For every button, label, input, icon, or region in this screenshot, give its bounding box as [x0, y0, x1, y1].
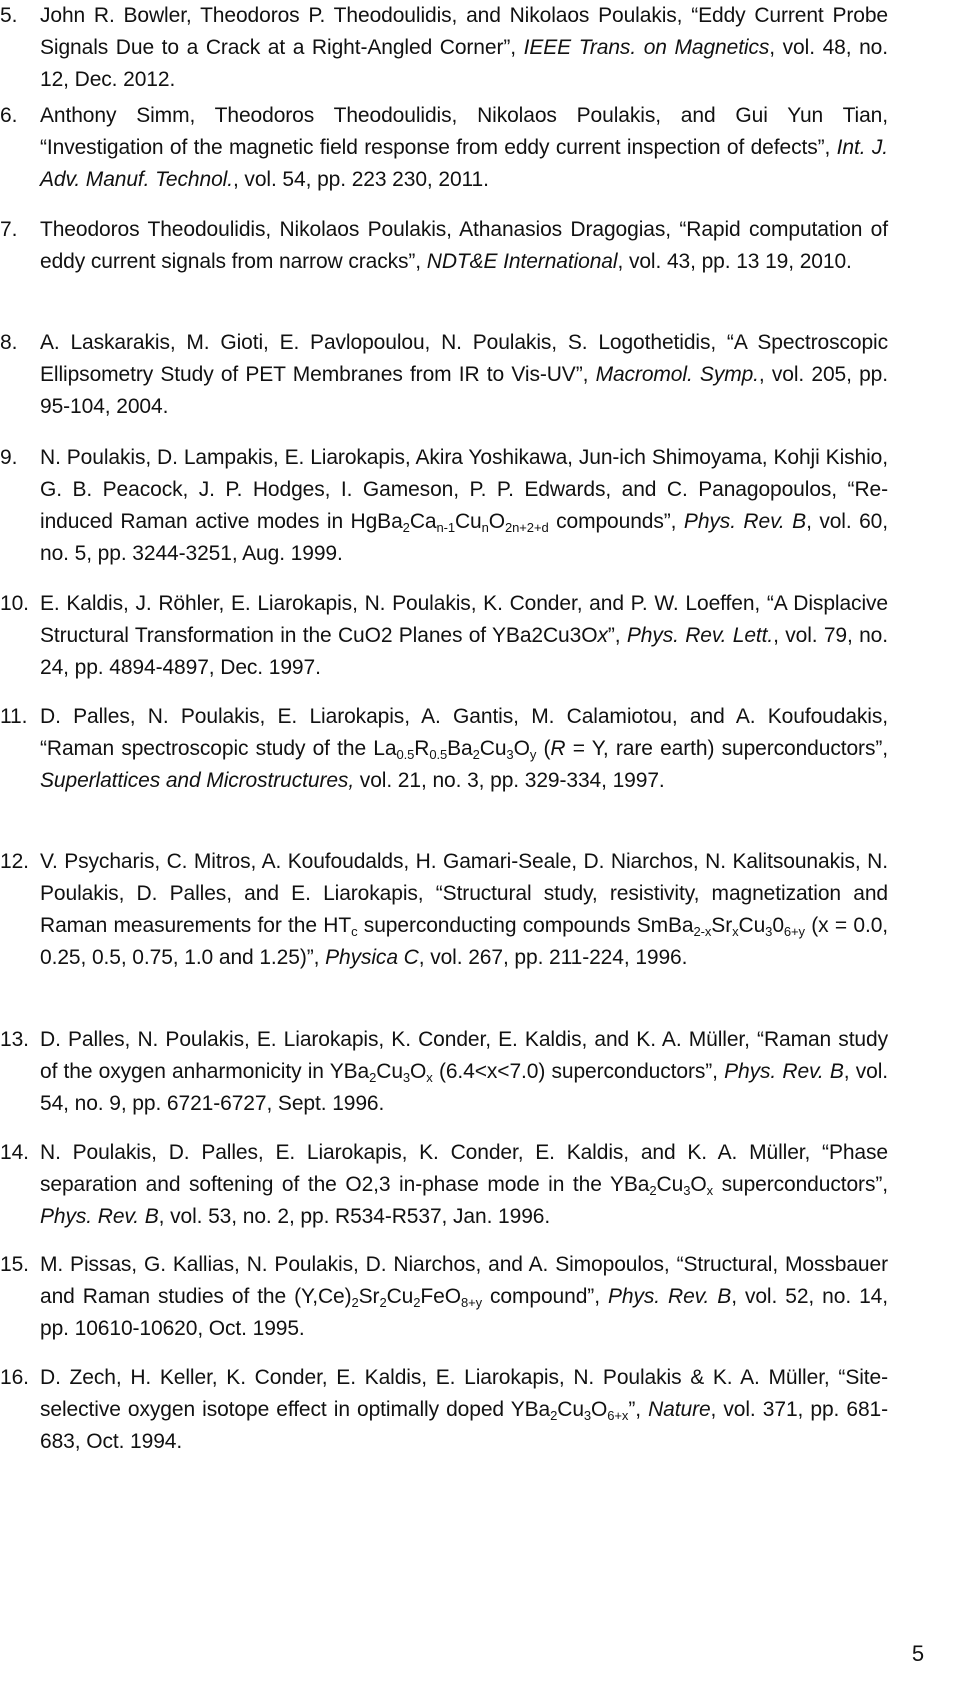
- reference-text: [40, 1137, 888, 1233]
- reference-text: [40, 588, 888, 684]
- reference-text: [40, 214, 888, 278]
- subscript: 2: [369, 1069, 377, 1085]
- text-run: Sr: [358, 1285, 380, 1308]
- text-run: , vol. 79, no. 24, pp. 4894-4897, Dec. 1997.: [40, 624, 888, 679]
- text-run: , vol. 60, no. 5, pp. 3244-3251, Aug. 1999.: [40, 510, 888, 565]
- reference-text: [40, 1024, 888, 1120]
- text-run: vol. 21, no. 3, pp. 329-334, 1997.: [354, 769, 665, 792]
- text-run: FeO: [420, 1285, 461, 1308]
- subscript: n: [481, 519, 489, 535]
- text-run: Sr: [711, 914, 733, 937]
- text-run: D. Palles, N. Poulakis, E. Liarokapis, A. Gantis, M. Calamiotou, and A. Koufoudakis, “Raman spectroscopic study of the La: [40, 705, 888, 760]
- reference-text: [40, 100, 888, 196]
- subscript: 6+x: [607, 1407, 629, 1423]
- text-run: , vol. 371, pp. 681-683, Oct. 1994.: [40, 1398, 888, 1453]
- reference-text: [40, 1362, 888, 1458]
- reference-number: 14.: [0, 1141, 29, 1164]
- text-run: Cu: [454, 510, 482, 533]
- text-run: compound”,: [482, 1285, 608, 1308]
- reference-text: [40, 701, 888, 797]
- text-run: Ba: [447, 737, 473, 760]
- subscript: 0.5: [396, 746, 415, 762]
- subscript: 2: [472, 746, 480, 762]
- italic-text: Physica C: [325, 946, 419, 969]
- text-run: E. Kaldis, J. Röhler, E. Liarokapis, N. Poulakis, K. Conder, and P. W. Loeffen, “A Displacive Structural Transformation in the CuO2 Planes of YBa2Cu3O: [40, 592, 888, 647]
- text-run: , vol. 54, pp. 223 230, 2011.: [232, 168, 489, 191]
- text-run: N. Poulakis, D. Palles, E. Liarokapis, K. Conder, E. Kaldis, and K. A. Müller, “Phase separation and softening of the O2,3 in-phase mode in the YBa: [40, 1141, 888, 1196]
- reference-number: 6.: [0, 104, 18, 127]
- text-run: Cu: [656, 1173, 684, 1196]
- subscript: 2: [649, 1182, 657, 1198]
- italic-text: Macromol. Symp.: [595, 363, 759, 386]
- subscript: 2-x: [693, 923, 712, 939]
- subscript: x: [706, 1182, 713, 1198]
- subscript: 3: [402, 1069, 411, 1085]
- text-run: compounds”,: [548, 510, 684, 533]
- text-run: Cu: [479, 737, 507, 760]
- reference-number: 8.: [0, 331, 18, 354]
- subscript: c: [351, 923, 358, 939]
- subscript: 3: [583, 1407, 592, 1423]
- text-run: R: [414, 737, 430, 760]
- italic-text: Phys. Rev. B: [724, 1060, 844, 1083]
- italic-text: Phys. Rev. Lett.: [626, 624, 774, 647]
- italic-text: R: [550, 737, 566, 760]
- subscript: n-1: [436, 519, 455, 535]
- page-number: 5: [911, 1641, 924, 1666]
- subscript: 0.5: [429, 746, 448, 762]
- text-run: , vol. 52, no. 14, pp. 10610-10620, Oct. 1995.: [40, 1285, 888, 1340]
- italic-text: NDT&E International: [426, 250, 618, 273]
- reference-number: 15.: [0, 1253, 29, 1276]
- text-run: (x = 0.0, 0.25, 0.5, 0.75, 1.0 and 1.25)”,: [40, 914, 889, 969]
- text-run: O: [591, 1398, 608, 1421]
- text-run: ”,: [628, 1398, 649, 1421]
- subscript: 3: [683, 1182, 691, 1198]
- subscript: 8+y: [460, 1294, 482, 1310]
- subscript: 2: [351, 1294, 359, 1310]
- text-run: Cu: [557, 1398, 584, 1421]
- reference-number: 10.: [0, 592, 29, 615]
- subscript: 6+y: [783, 923, 805, 939]
- subscript: x: [732, 923, 739, 939]
- subscript: 2: [413, 1294, 421, 1310]
- italic-text: IEEE Trans. on Magnetics: [523, 36, 770, 59]
- text-run: Cu: [386, 1285, 414, 1308]
- text-run: A. Laskarakis, M. Gioti, E. Pavlopoulou, N. Poulakis, S. Logothetidis, “A Spectroscopic Ellipsometry Study of PET Membranes from IR to Vis-UV”,: [40, 331, 888, 386]
- reference-text: [40, 0, 888, 96]
- text-run: V. Psycharis, C. Mitros, A. Koufoudalds, H. Gamari-Seale, D. Niarchos, N. Kalitsounakis, N. Poulakis, D. Palles, and E. Liarokapis, “Structural study, resistivity, magnetization and Raman measurements for the HT: [40, 850, 888, 937]
- text-run: John R. Bowler, Theodoros P. Theodoulidis, and Nikolaos Poulakis, “Eddy Current Probe Signals Due to a Crack at a Right-Angled Corner”,: [40, 4, 888, 59]
- subscript: 3: [765, 923, 773, 939]
- text-run: Ca: [409, 510, 437, 533]
- reference-number: 5.: [0, 4, 18, 27]
- text-run: (6.4<x<7.0) superconductors”,: [432, 1060, 725, 1083]
- subscript: 3: [506, 746, 514, 762]
- text-run: Theodoros Theodoulidis, Nikolaos Poulakis, Athanasios Dragogias, “Rapid computation of eddy current signals from narrow cracks”,: [40, 218, 888, 273]
- text-run: D. Palles, N. Poulakis, E. Liarokapis, K. Conder, E. Kaldis, and K. A. Müller, “Raman study of the oxygen anharmonicity in YBa: [40, 1028, 888, 1083]
- text-run: = Y, rare earth) superconductors”,: [565, 737, 888, 760]
- text-run: , vol. 54, no. 9, pp. 6721-6727, Sept. 1996.: [40, 1060, 889, 1115]
- subscript: 2: [550, 1407, 558, 1423]
- subscript: x: [426, 1069, 433, 1085]
- text-run: Cu: [376, 1060, 403, 1083]
- text-run: D. Zech, H. Keller, K. Conder, E. Kaldis, E. Liarokapis, N. Poulakis & K. A. Müller, “Site-selective oxygen isotope effect in optimally doped YBa: [40, 1366, 888, 1421]
- text-run: , vol. 53, no. 2, pp. R534-R537, Jan. 1996.: [158, 1205, 551, 1228]
- reference-text: [40, 327, 888, 423]
- italic-text: Nature: [648, 1398, 711, 1421]
- subscript: y: [529, 746, 537, 762]
- reference-number: 12.: [0, 850, 29, 873]
- text-run: , vol. 48, no. 12, Dec. 2012.: [40, 36, 888, 91]
- text-run: N. Poulakis, D. Lampakis, E. Liarokapis, Akira Yoshikawa, Jun-ich Shimoyama, Kohji Kishio, G. B. Peacock, J. P. Hodges, I. Gameson, P. P. Edwards, and C. Panagopoulos, “Re-induced Raman active modes in HgBa: [40, 446, 888, 533]
- text-run: ”,: [607, 624, 627, 647]
- text-run: O: [410, 1060, 427, 1083]
- text-run: , vol. 267, pp. 211-224, 1996.: [418, 946, 688, 969]
- text-run: superconducting compounds SmBa: [357, 914, 694, 937]
- text-run: O: [690, 1173, 707, 1196]
- reference-number: 11.: [0, 705, 28, 728]
- italic-text: x: [597, 624, 608, 647]
- subscript: 2: [379, 1294, 387, 1310]
- text-run: O: [488, 510, 506, 533]
- text-run: M. Pissas, G. Kallias, N. Poulakis, D. Niarchos, and A. Simopoulos, “Structural, Mossbauer and Raman studies of the (Y,Ce): [40, 1253, 888, 1308]
- italic-text: Superlattices and Microstructures,: [40, 769, 355, 792]
- italic-text: Phys. Rev. B: [607, 1285, 732, 1308]
- text-run: superconductors”,: [713, 1173, 888, 1196]
- text-run: O: [513, 737, 530, 760]
- reference-number: 13.: [0, 1028, 29, 1051]
- text-run: 0: [772, 914, 784, 937]
- text-run: Anthony Simm, Theodoros Theodoulidis, Nikolaos Poulakis, and Gui Yun Tian, “Investigation of the magnetic field response from eddy current inspection of defects”,: [40, 104, 888, 159]
- subscript: 2: [402, 519, 410, 535]
- subscript: 2n+2+d: [505, 519, 549, 535]
- italic-text: Phys. Rev. B: [40, 1205, 159, 1228]
- reference-text: [40, 1249, 888, 1345]
- text-run: , vol. 43, pp. 13 19, 2010.: [617, 250, 852, 273]
- reference-number: 9.: [0, 446, 18, 469]
- reference-number: 7.: [0, 218, 18, 241]
- italic-text: Phys. Rev. B: [683, 510, 807, 533]
- reference-text: [40, 442, 888, 570]
- text-run: Cu: [738, 914, 766, 937]
- reference-text: [40, 846, 888, 974]
- italic-text: Int. J. Adv. Manuf. Technol.: [40, 136, 889, 191]
- text-run: , vol. 205, pp. 95-104, 2004.: [40, 363, 888, 418]
- reference-number: 16.: [0, 1366, 29, 1389]
- text-run: (: [536, 737, 551, 760]
